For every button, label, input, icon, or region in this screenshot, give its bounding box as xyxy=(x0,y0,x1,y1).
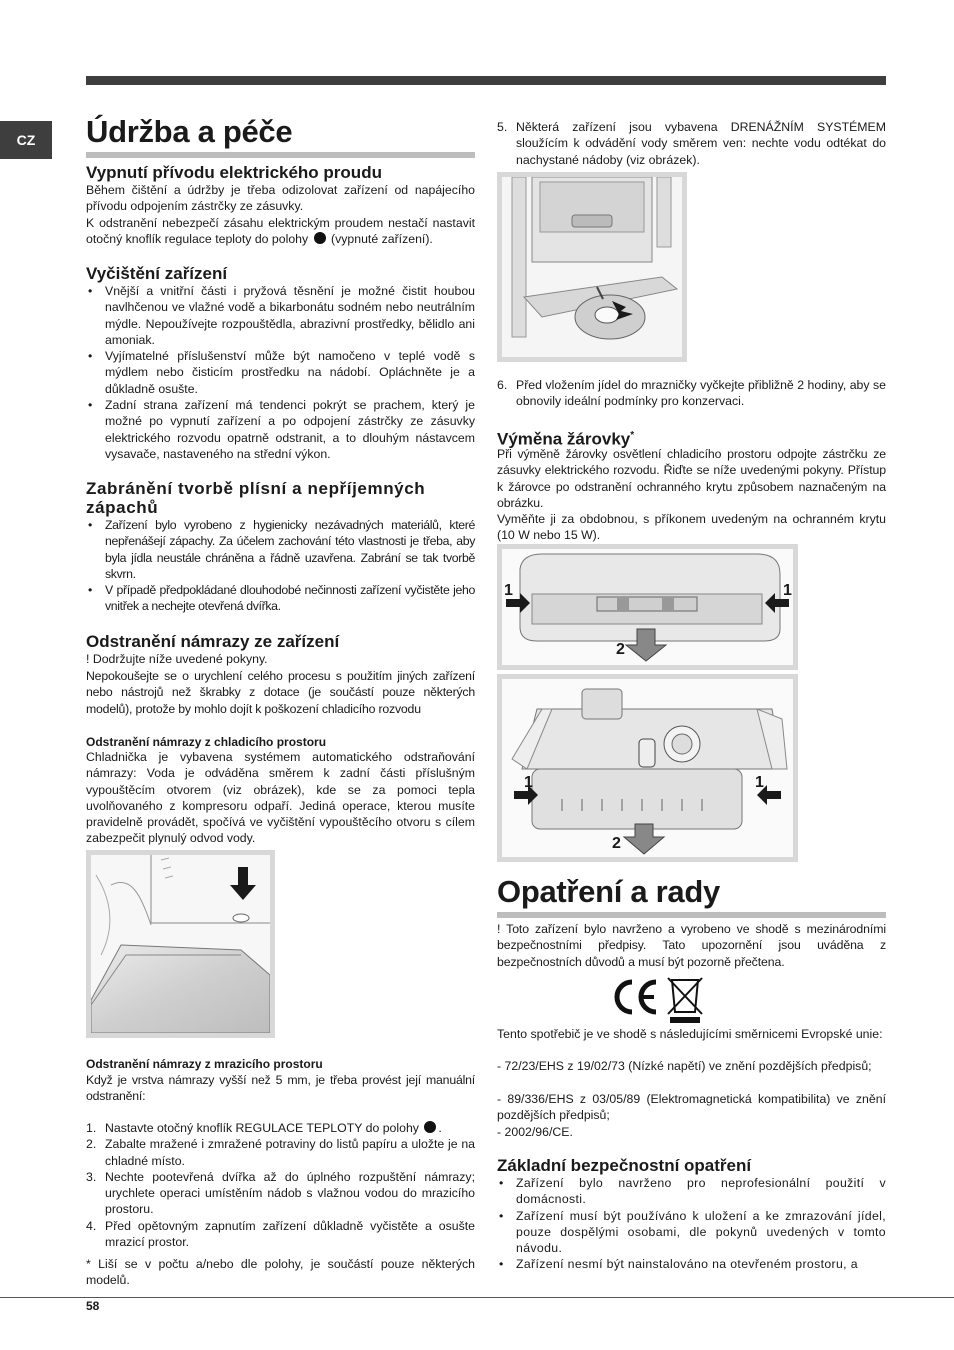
list-item: • Vyjímatelné příslušenství může být namočeno v teplé vodě s mýdlem nebo čisticím prostředku na nádobí. Opláchněte je a důkladně osušte. xyxy=(86,348,475,397)
page-number: 58 xyxy=(86,1299,100,1313)
list-item: • Zařízení musí být používáno k uložení a ke zmrazování jídel, pouze dospělými osobami, dle pokynů uvedených v tomto návodu. xyxy=(497,1208,886,1257)
language-tab: CZ xyxy=(0,121,52,159)
page-title: Údržba a péče xyxy=(86,115,475,158)
directive-item: - 89/336/EHS z 03/05/89 (Elektromagnetická kompatibilita) ve znění pozdějších předpisů; xyxy=(497,1092,886,1123)
defrost-note: ! Dodržujte níže uvedené pokyny. xyxy=(86,652,268,666)
drain-system-illustration xyxy=(502,177,682,357)
directive-item: - 72/23/EHS z 19/02/73 (Nízké napětí) ve znění pozdějších předpisů; xyxy=(497,1059,872,1073)
fridge-defrost-text: Chladnička je vybavena systémem automatického odstraňování námrazy: Voda je odváděna směrem k zadní části příslušným vypouštěcím otvorem (viz obrázek), kde se za pomoci tepla uvolňovaného z kompresoru odpaří. Jediná operace, kterou musíte pravidelně provádět, spočívá ve vyčištění vypouštěcího otvoru s cílem zabezpečit plynulý odvod vody. xyxy=(86,750,475,846)
weee-bin-icon xyxy=(668,978,702,1023)
drain-hole-illustration xyxy=(91,855,270,1033)
freezer-defrost-text: Když je vrstva námrazy vyšší než 5 mm, je třeba provést její manuální odstranění: xyxy=(86,1073,475,1104)
label-step-1-left: 1 xyxy=(504,582,513,599)
label-step-1-left: 1 xyxy=(524,774,533,791)
drain-hole-figure xyxy=(86,850,275,1038)
subheading-fridge-defrost: Odstranění námrazy z chladicího prostoru xyxy=(86,735,327,749)
list-item: • Zařízení bylo vyrobeno z hygienicky nezávadných materiálů, které nepřenášejí zápachy. Za účelem zachování této vlastnosti je třeba, aby byla jídla neustále chráněna a řádně uzavřena. Zabrání se tak tvorbě skvrn. xyxy=(86,517,475,582)
directives-intro: Tento spotřebič je ve shodě s následujícími směrnicemi Evropské unie: xyxy=(497,1027,883,1041)
list-item: 6. Před vložením jídel do mrazničky vyčkejte přibližně 2 hodiny, aby se obnovily ideální podmínky pro konzervaci. xyxy=(497,378,886,409)
heading-defrost: Odstranění námrazy ze zařízení xyxy=(86,632,340,651)
off-position-icon xyxy=(424,1121,436,1133)
bulb-text-1: Při výměně žárovky osvětlení chladicího prostoru odpojte zástrčku ze zásuvky elektrického rozvodu. Řiďte se níže uvedenými pokyny. Přístup k žárovce po odstranění ochranného krytu způsobem naznačeným na obrázku. xyxy=(497,447,886,510)
defrost-text: Nepokoušejte se o urychlení celého procesu s použitím jiných zařízení nebo nástrojů než škrabky z dotace (je součástí pouze některých modelů), protože by mohlo dojít k poškození chladicího rozvodu xyxy=(86,669,475,716)
power-off-text-2: K odstranění nebezpečí zásahu elektrickým proudem nestačí nastavit otočný knoflík regulace teploty do polohy (vypnuté zařízení). xyxy=(86,216,475,247)
cleaning-list xyxy=(86,283,475,462)
step-6-list xyxy=(497,377,886,410)
power-off-text-1: Během čištění a údržby je třeba odizolovat zařízení od napájecího přívodu odpojením zástrčky ze zásuvky. xyxy=(86,183,475,214)
bulb-cover-illustration-2 xyxy=(502,679,793,857)
mould-list xyxy=(86,517,475,615)
certification-marks xyxy=(610,972,710,1024)
directive-item: - 2002/96/CE. xyxy=(497,1125,573,1139)
top-rule xyxy=(86,76,886,85)
bulb-text-2: Vyměňte ji za obdobnou, s příkonem uvedeným na ochranném krytu (10 W nebo 15 W). xyxy=(497,512,886,543)
label-step-2: 2 xyxy=(616,641,625,658)
subheading-freezer-defrost: Odstranění námrazy z mrazicího prostoru xyxy=(86,1057,323,1071)
drain-system-figure xyxy=(497,172,687,362)
defrost-steps xyxy=(86,1120,475,1250)
footnote: * Liší se v počtu a/nebo dle polohy, je součástí pouze některých modelů. xyxy=(86,1257,475,1288)
step-5-list xyxy=(497,119,886,168)
heading-cleaning: Vyčištění zařízení xyxy=(86,264,228,283)
heading-power-off: Vypnutí přívodu elektrického proudu xyxy=(86,163,382,182)
list-item: • Zařízení bylo navrženo pro neprofesionální použití v domácnosti. xyxy=(497,1175,886,1208)
bulb-cover-illustration-1 xyxy=(502,549,793,665)
heading-basic-safety: Základní bezpečnostní opatření xyxy=(497,1156,752,1175)
label-step-2: 2 xyxy=(612,835,621,852)
list-item: 2. Zabalte mražené i zmražené potraviny do listů papíru a uložte je na chladné místo. xyxy=(86,1137,475,1168)
ce-mark-icon xyxy=(610,972,710,1024)
footer-rule xyxy=(0,1297,954,1298)
basic-safety-list xyxy=(497,1175,886,1273)
bulb-cover-figure-1 xyxy=(497,544,798,670)
bulb-cover-figure-2 xyxy=(497,674,798,862)
list-item: • V případě předpokládané dlouhodobé nečinnosti zařízení vyčistěte jeho vnitřek a nechejte otevřená dvířka. xyxy=(86,582,475,615)
label-step-1-right: 1 xyxy=(755,774,764,791)
list-item: 1. Nastavte otočný knoflík REGULACE TEPLOTY do polohy . xyxy=(86,1121,442,1135)
safety-intro: ! Toto zařízení bylo navrženo a vyrobeno ve shodě s mezinárodními bezpečnostními předpisy. Tato upozornění jsou uváděna z bezpečnostních důvodů a musí být pozorně přečtena. xyxy=(497,922,886,969)
list-item: 5. Některá zařízení jsou vybavena DRENÁŽNÍM SYSTÉMEM sloužícím k odvádění vody směrem ven: nechte vodu odtékat do nachystané nádoby (viz obrázek). xyxy=(497,120,886,167)
heading-bulb: Výměna žárovky* xyxy=(497,429,635,449)
list-item: • Vnější a vnitřní části i pryžová těsnění je možné čistit houbou navlhčenou ve vlažné vodě a bikarbonátu sodném nebo neutrálním mýdle. Nepoužívejte rozpouštědla, abrazivní prostředky, bělidlo ani amoniak. xyxy=(86,283,475,348)
label-step-1-right: 1 xyxy=(783,582,792,599)
list-item: 3. Nechte pootevřená dvířka až do úplného rozpuštění námrazy; urychlete operaci umístěním nádob s vlažnou vodou do mrazicího prostoru. xyxy=(86,1169,475,1217)
list-item: • Zařízení nesmí být nainstalováno na otevřeném prostoru, a xyxy=(497,1256,886,1272)
off-position-icon xyxy=(314,232,326,244)
list-item: 4. Před opětovným zapnutím zařízení důkladně vyčistěte a osušte mrazicí prostor. xyxy=(86,1218,475,1250)
heading-mould: Zabránění tvorbě plísní a nepříjemných zápachů xyxy=(86,479,426,517)
section-title-precautions: Opatření a rady xyxy=(497,875,886,918)
list-item: • Zadní strana zařízení má tendenci pokrýt se prachem, který je možné po vypnutí zařízení a po odpojení zástrčky ze zásuvky elektrického rozvodu opatrně odstranit, a to dlouhým nástavcem vysavače, nastaveného na střední výkon. xyxy=(86,397,475,462)
